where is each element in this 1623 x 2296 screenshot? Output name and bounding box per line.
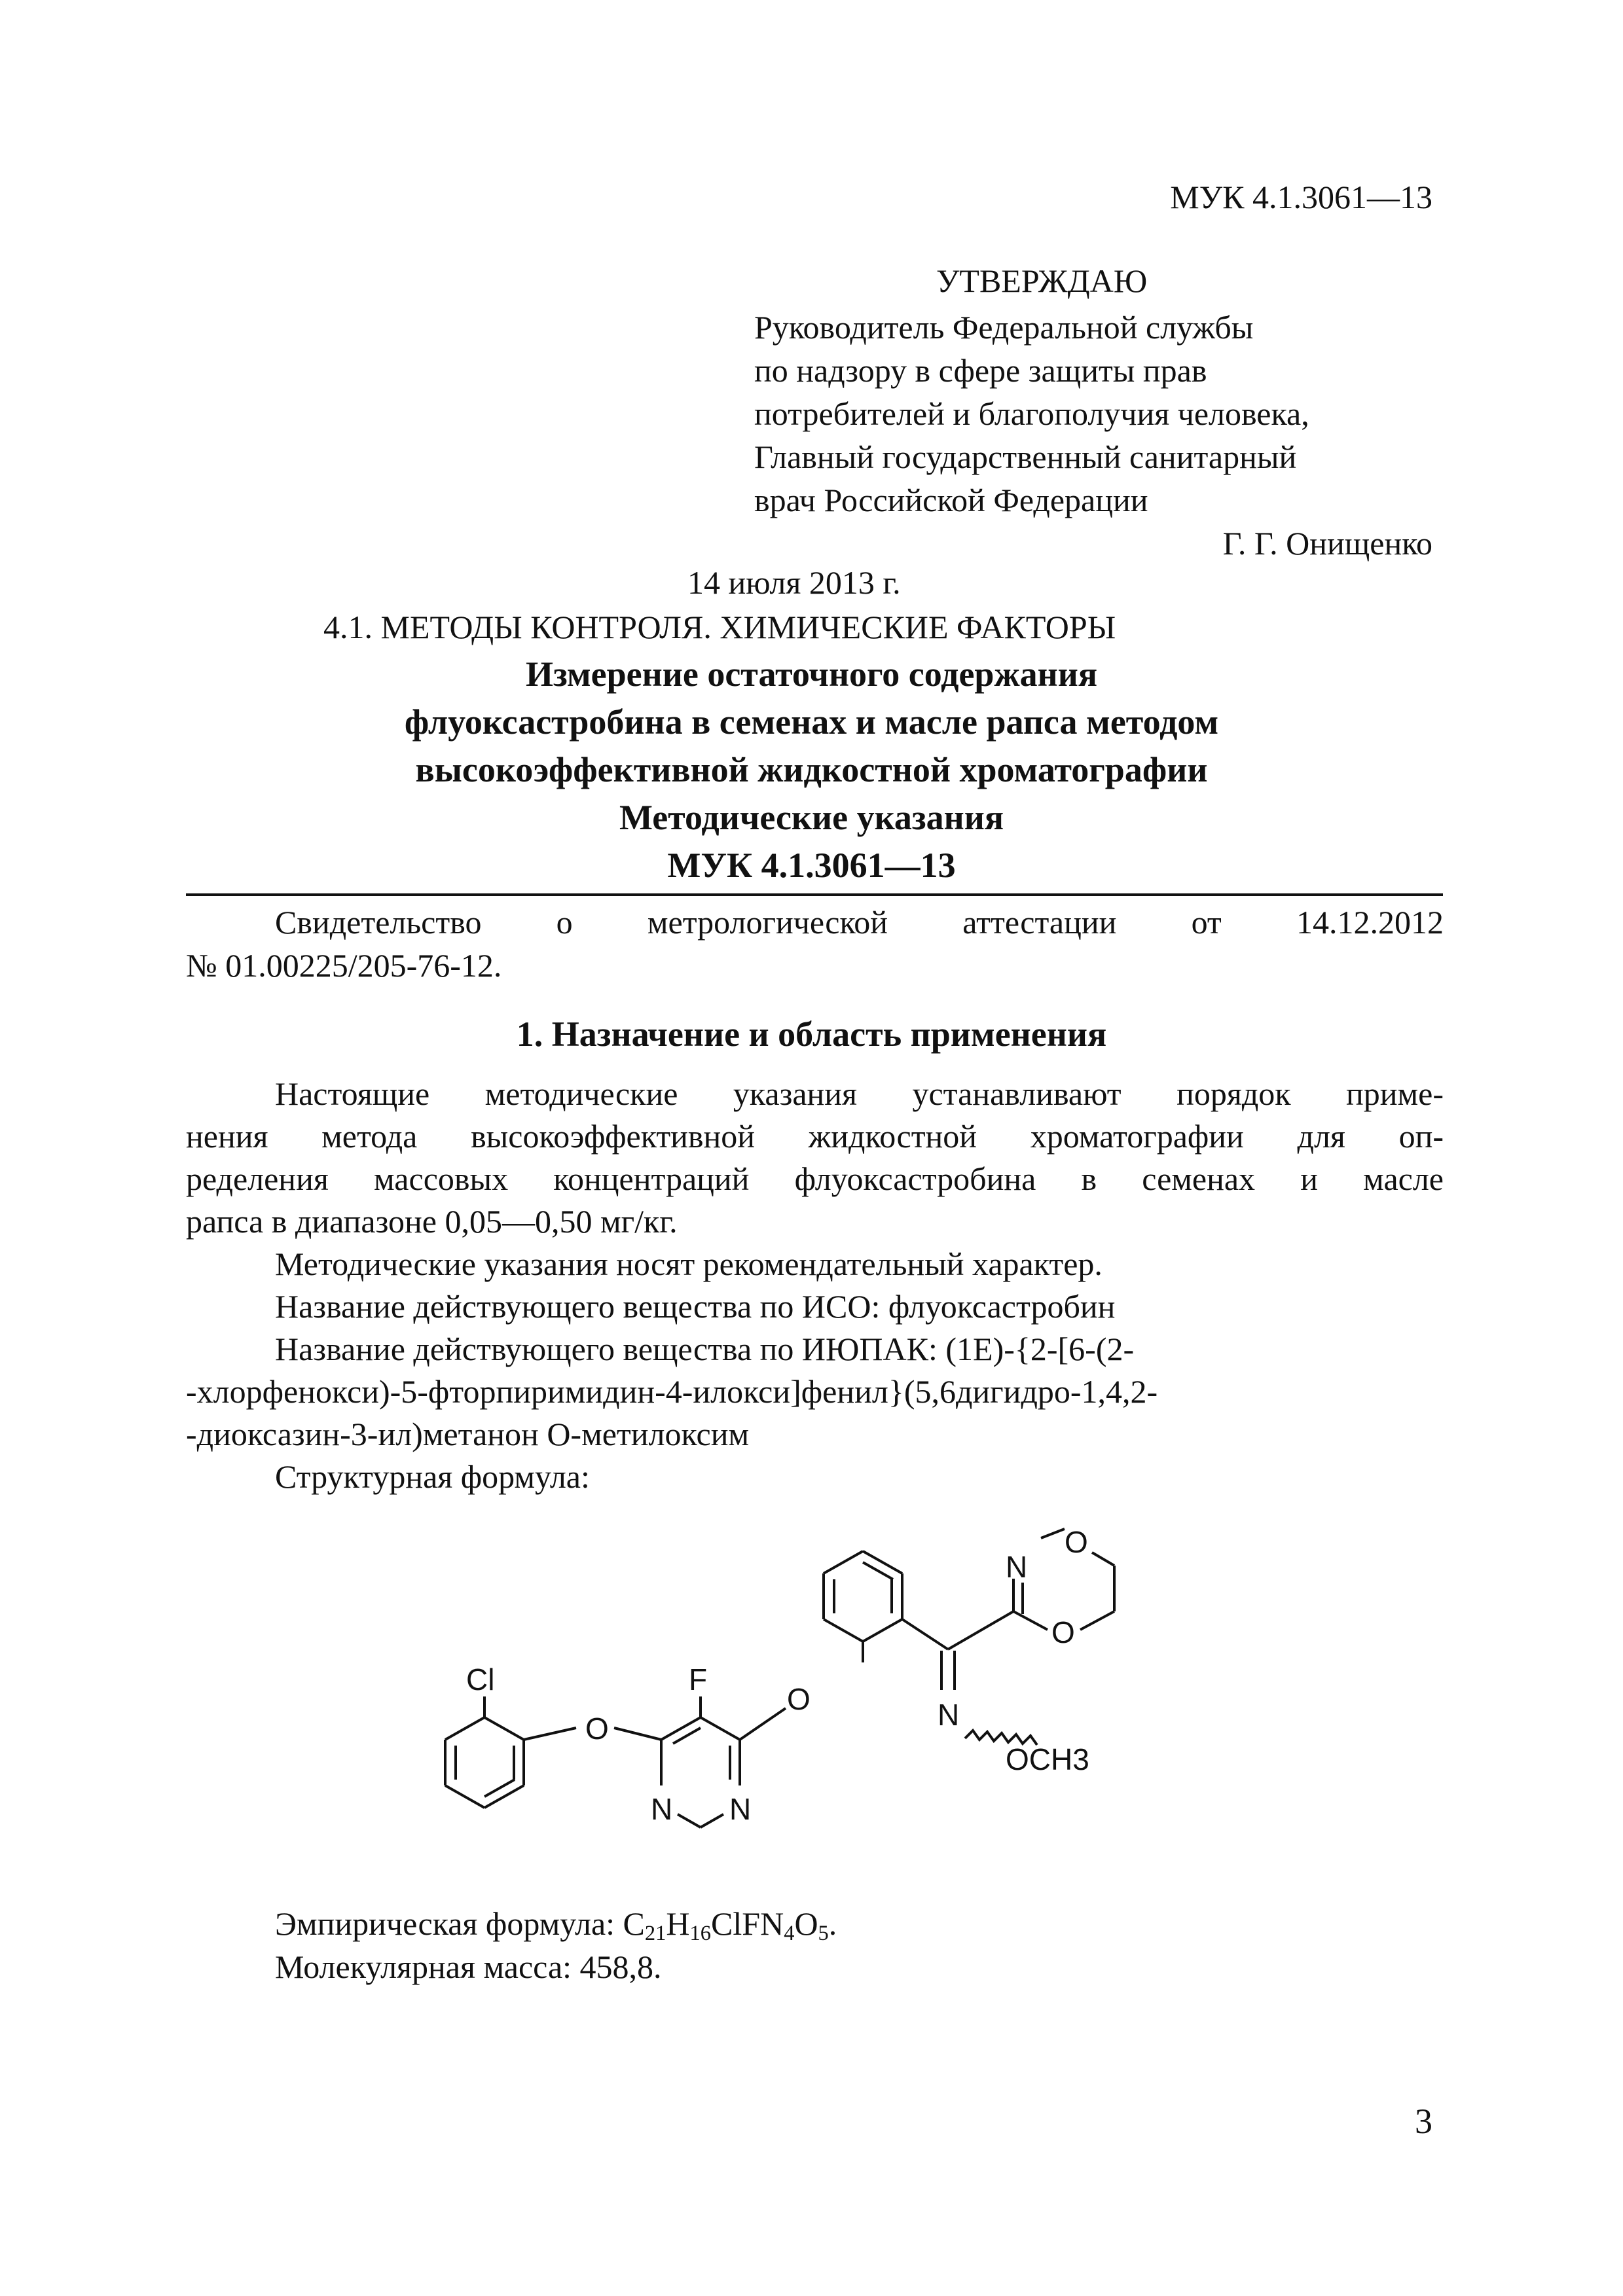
pyrimidine-nitrogen-atom: N (651, 1792, 673, 1826)
approval-line: по надзору в сфере защиты прав (754, 352, 1207, 389)
phenyl-ring (824, 1551, 902, 1641)
chlorophenyl-ring (445, 1717, 524, 1808)
formula-part: C (623, 1905, 645, 1942)
dioxazine-nitrogen-atom: N (1006, 1550, 1028, 1584)
formula-subscript: 21 (644, 1922, 666, 1946)
formula-part: H (666, 1905, 690, 1942)
pyrimidine-ring (661, 1717, 740, 1827)
section1-heading: 1. Назначение и область применения (516, 1014, 1107, 1054)
approval-signatory: Г. Г. Онищенко (1222, 525, 1432, 562)
dioxazine-oxygen-atom: O (1065, 1525, 1088, 1559)
paragraph-line: Методические указания носят рекомендательный характер. (275, 1246, 1103, 1282)
paragraph-line: нения метода высокоэффективной жидкостной хроматографии для оп- (186, 1118, 1444, 1155)
certificate-number: № 01.00225/205-76-12. (186, 947, 502, 984)
bond-c-dioxazine (948, 1611, 1013, 1649)
document-subtitle: Методические указания (619, 798, 1004, 837)
iupac-name-line: -диоксазин-3-ил)метанон O-метилоксим (186, 1416, 750, 1452)
ether-oxygen-atom: O (585, 1712, 609, 1746)
approval-line: потребителей и благополучия человека, (754, 395, 1309, 432)
dioxazine-ring (1013, 1529, 1114, 1630)
approval-line: Главный государственный санитарный (754, 439, 1297, 475)
certificate-word: от (1191, 904, 1222, 941)
page-number: 3 (1415, 2102, 1432, 2141)
iupac-name-line: -хлорфенокси)-5-фторпиримидин-4-илокси]фенил}(5,6дигидро-1,4,2- (186, 1373, 1158, 1410)
certificate-word: аттестации (962, 904, 1117, 941)
formula-subscript: 16 (689, 1922, 712, 1946)
certificate-word: о (556, 904, 573, 941)
certificate-word: Свидетельство (275, 904, 482, 941)
approval-line: Руководитель Федеральной службы (754, 309, 1254, 346)
document-title-line: Измерение остаточного содержания (525, 655, 1098, 694)
approval-title: УТВЕРЖДАЮ (936, 262, 1148, 299)
document-code: МУК 4.1.3061—13 (667, 846, 956, 885)
empirical-formula-label: Эмпирическая формула: (275, 1905, 623, 1942)
paragraph-line: рапса в диапазоне 0,05—0,50 мг/кг. (186, 1203, 678, 1240)
formula-part: ClFN (711, 1905, 784, 1942)
paragraph-line: ределения массовых концентраций флуоксастробина в семенах и масле (186, 1160, 1444, 1197)
ether-oxygen-atom: O (787, 1682, 811, 1716)
bond-ring-o (524, 1728, 576, 1740)
document-title-line: высокоэффективной жидкостной хроматографии (415, 750, 1208, 789)
pyrimidine-nitrogen-atom: N (729, 1792, 752, 1826)
document-title-line: флуоксастробина в семенах и масле рапса методом (404, 702, 1219, 742)
formula-part: O (794, 1905, 818, 1942)
bond-o-pyrimidine (614, 1728, 661, 1740)
oxime-nitrogen-atom: N (938, 1698, 960, 1732)
approval-line: врач Российской Федерации (754, 482, 1148, 518)
approval-date: 14 июля 2013 г. (687, 564, 901, 601)
empirical-formula (275, 1902, 837, 1945)
formula-subscript: 5 (818, 1922, 829, 1946)
certificate-date: 14.12.2012 (1296, 904, 1444, 941)
certificate-word: метрологической (647, 904, 888, 941)
molar-mass: Молекулярная масса: 458,8. (275, 1948, 662, 1985)
formula-subscript: 4 (784, 1922, 795, 1946)
iupac-name-line: Название действующего вещества по ИЮПАК: (1E)-{2-[6-(2- (275, 1331, 1135, 1367)
structural-formula-label: Структурная формула: (275, 1458, 590, 1495)
methoxy-group: OCH3 (1006, 1742, 1089, 1776)
paragraph-line: Настоящие методические указания устанавливают порядок приме- (275, 1075, 1444, 1112)
chlorine-atom: Cl (466, 1662, 495, 1696)
bond-pyrimidine-o (740, 1708, 786, 1740)
header-doc-code: МУК 4.1.3061—13 (1170, 179, 1432, 215)
section-heading: 4.1. МЕТОДЫ КОНТРОЛЯ. ХИМИЧЕСКИЕ ФАКТОРЫ (323, 609, 1116, 645)
dioxazine-oxygen-atom: O (1051, 1615, 1075, 1649)
bond-phenyl-c (902, 1619, 948, 1649)
formula-part: . (828, 1905, 837, 1942)
fluorine-atom: F (689, 1662, 708, 1696)
iso-name: Название действующего вещества по ИСО: флуоксастробин (275, 1288, 1116, 1325)
